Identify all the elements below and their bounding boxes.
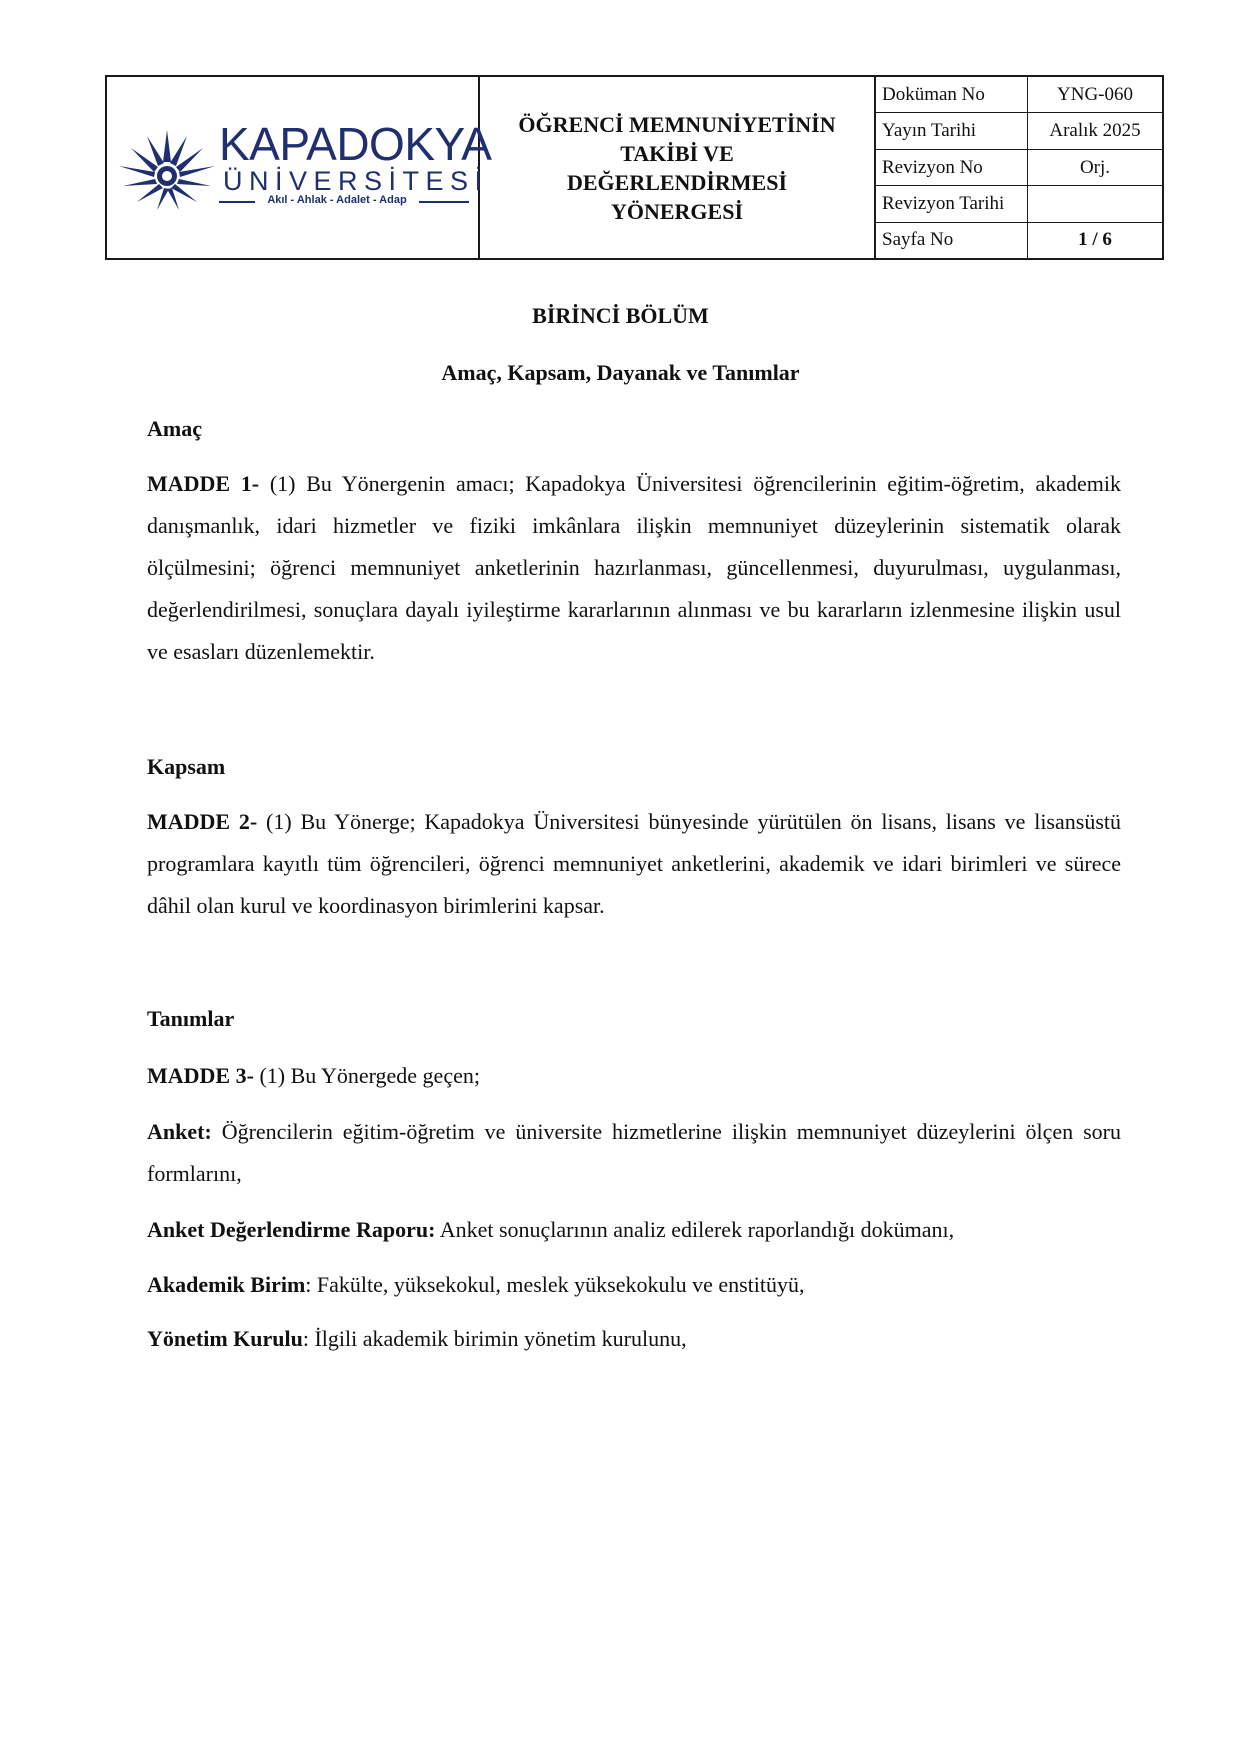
logo-name: KAPADOKYA (219, 118, 492, 170)
definition-text: Anket sonuçlarının analiz edilerek raporlandığı dokümanı, (435, 1217, 955, 1242)
meta-label: Revizyon No (876, 150, 1028, 185)
meta-row-publish-date (876, 113, 1162, 149)
heading-tanimlar: Tanımlar (147, 1006, 235, 1031)
article-text: (1) Bu Yönerge; Kapadokya Üniversitesi bünyesinde yürütülen ön lisans, lisans ve lisansüstü programlara kayıtlı tüm öğrencileri, öğrenci memnuniyet anketlerini, akademik ve idari birimleri ve sürece dâhil olan kurul ve koordinasyon birimlerini kapsar. (147, 809, 1121, 918)
meta-label: Revizyon Tarihi (876, 186, 1028, 221)
meta-label: Doküman No (876, 77, 1028, 112)
definition-term: Anket: (147, 1119, 212, 1144)
logo-motto: Akıl - Ahlak - Adalet - Adap (267, 194, 407, 206)
article-text: (1) Bu Yönergenin amacı; Kapadokya Üniversitesi öğrencilerinin eğitim-öğretim, akademik danışmanlık, idari hizmetler ve fiziki imkânlara ilişkin memnuniyet düzeylerinin sistematik olarak ölçülmesini; öğrenci memnuniyet anketlerinin hazırlanması, güncellenmesi, duyurulması, uygulanması, değerlendirilmesi, sonuçlara dayalı iyileştirme kararlarının alınması ve bu kararların izlenmesine ilişkin usul ve esasları düzenlemektir. (147, 471, 1121, 664)
section-subtitle: Amaç, Kapsam, Dayanak ve Tanımlar (441, 360, 800, 385)
article-label: MADDE 3- (147, 1063, 254, 1088)
meta-value: Aralık 2025 (1049, 120, 1141, 142)
meta-label: Yayın Tarihi (876, 113, 1028, 148)
document-title-line: YÖNERGESİ (610, 198, 744, 224)
article-text: (1) Bu Yönergede geçen; (253, 1063, 480, 1088)
heading-amac: Amaç (147, 416, 202, 441)
article-3 (147, 1055, 1121, 1097)
document-title (518, 110, 835, 226)
university-logo-icon (117, 122, 217, 212)
meta-value: YNG-060 (1057, 83, 1133, 105)
definition-text: : Fakülte, yüksekokul, meslek yüksekokulu ve enstitüyü, (305, 1272, 805, 1297)
meta-label: Sayfa No (876, 223, 1028, 258)
article-1 (147, 463, 1121, 673)
definition-term: Akademik Birim (147, 1272, 306, 1297)
definition-item (147, 1318, 1121, 1360)
logo-cell (107, 77, 492, 258)
definition-text: Öğrencilerin eğitim-öğretim ve üniversite hizmetlerine ilişkin memnuniyet düzeylerini ölçen soru formlarını, (147, 1119, 1121, 1186)
document-meta-table (876, 77, 1162, 258)
heading-kapsam: Kapsam (147, 754, 226, 779)
logo-divider-right (419, 201, 469, 203)
definition-item (147, 1264, 1121, 1306)
meta-value: Orj. (1079, 156, 1111, 178)
section-title: BİRİNCİ BÖLÜM (532, 303, 709, 328)
article-2 (147, 801, 1121, 927)
meta-row-document-no (876, 77, 1162, 113)
definition-item (147, 1209, 1121, 1251)
definition-term: Yönetim Kurulu (147, 1326, 303, 1351)
document-title-line: DEĞERLENDİRMESİ (566, 169, 788, 195)
document-title-line: TAKİBİ VE (620, 140, 734, 166)
document-title-line: ÖĞRENCİ MEMNUNİYETİNİN (518, 111, 836, 137)
meta-value (1028, 186, 1162, 221)
definition-term: Anket Değerlendirme Raporu: (147, 1217, 436, 1242)
meta-row-page-no (876, 223, 1162, 258)
article-label: MADDE 1- (147, 471, 260, 496)
meta-row-revision-no (876, 150, 1162, 186)
logo-subname: ÜNİVERSİTESİ (223, 166, 489, 196)
definition-item (147, 1111, 1121, 1195)
document-title-cell (480, 77, 876, 258)
page-number: 1 / 6 (1078, 229, 1112, 251)
article-label: MADDE 2- (147, 809, 258, 834)
meta-row-revision-date (876, 186, 1162, 222)
definition-text: : İlgili akademik birimin yönetim kurulunu, (302, 1326, 687, 1351)
logo-divider-left (219, 201, 255, 203)
document-header-table (105, 75, 1164, 260)
